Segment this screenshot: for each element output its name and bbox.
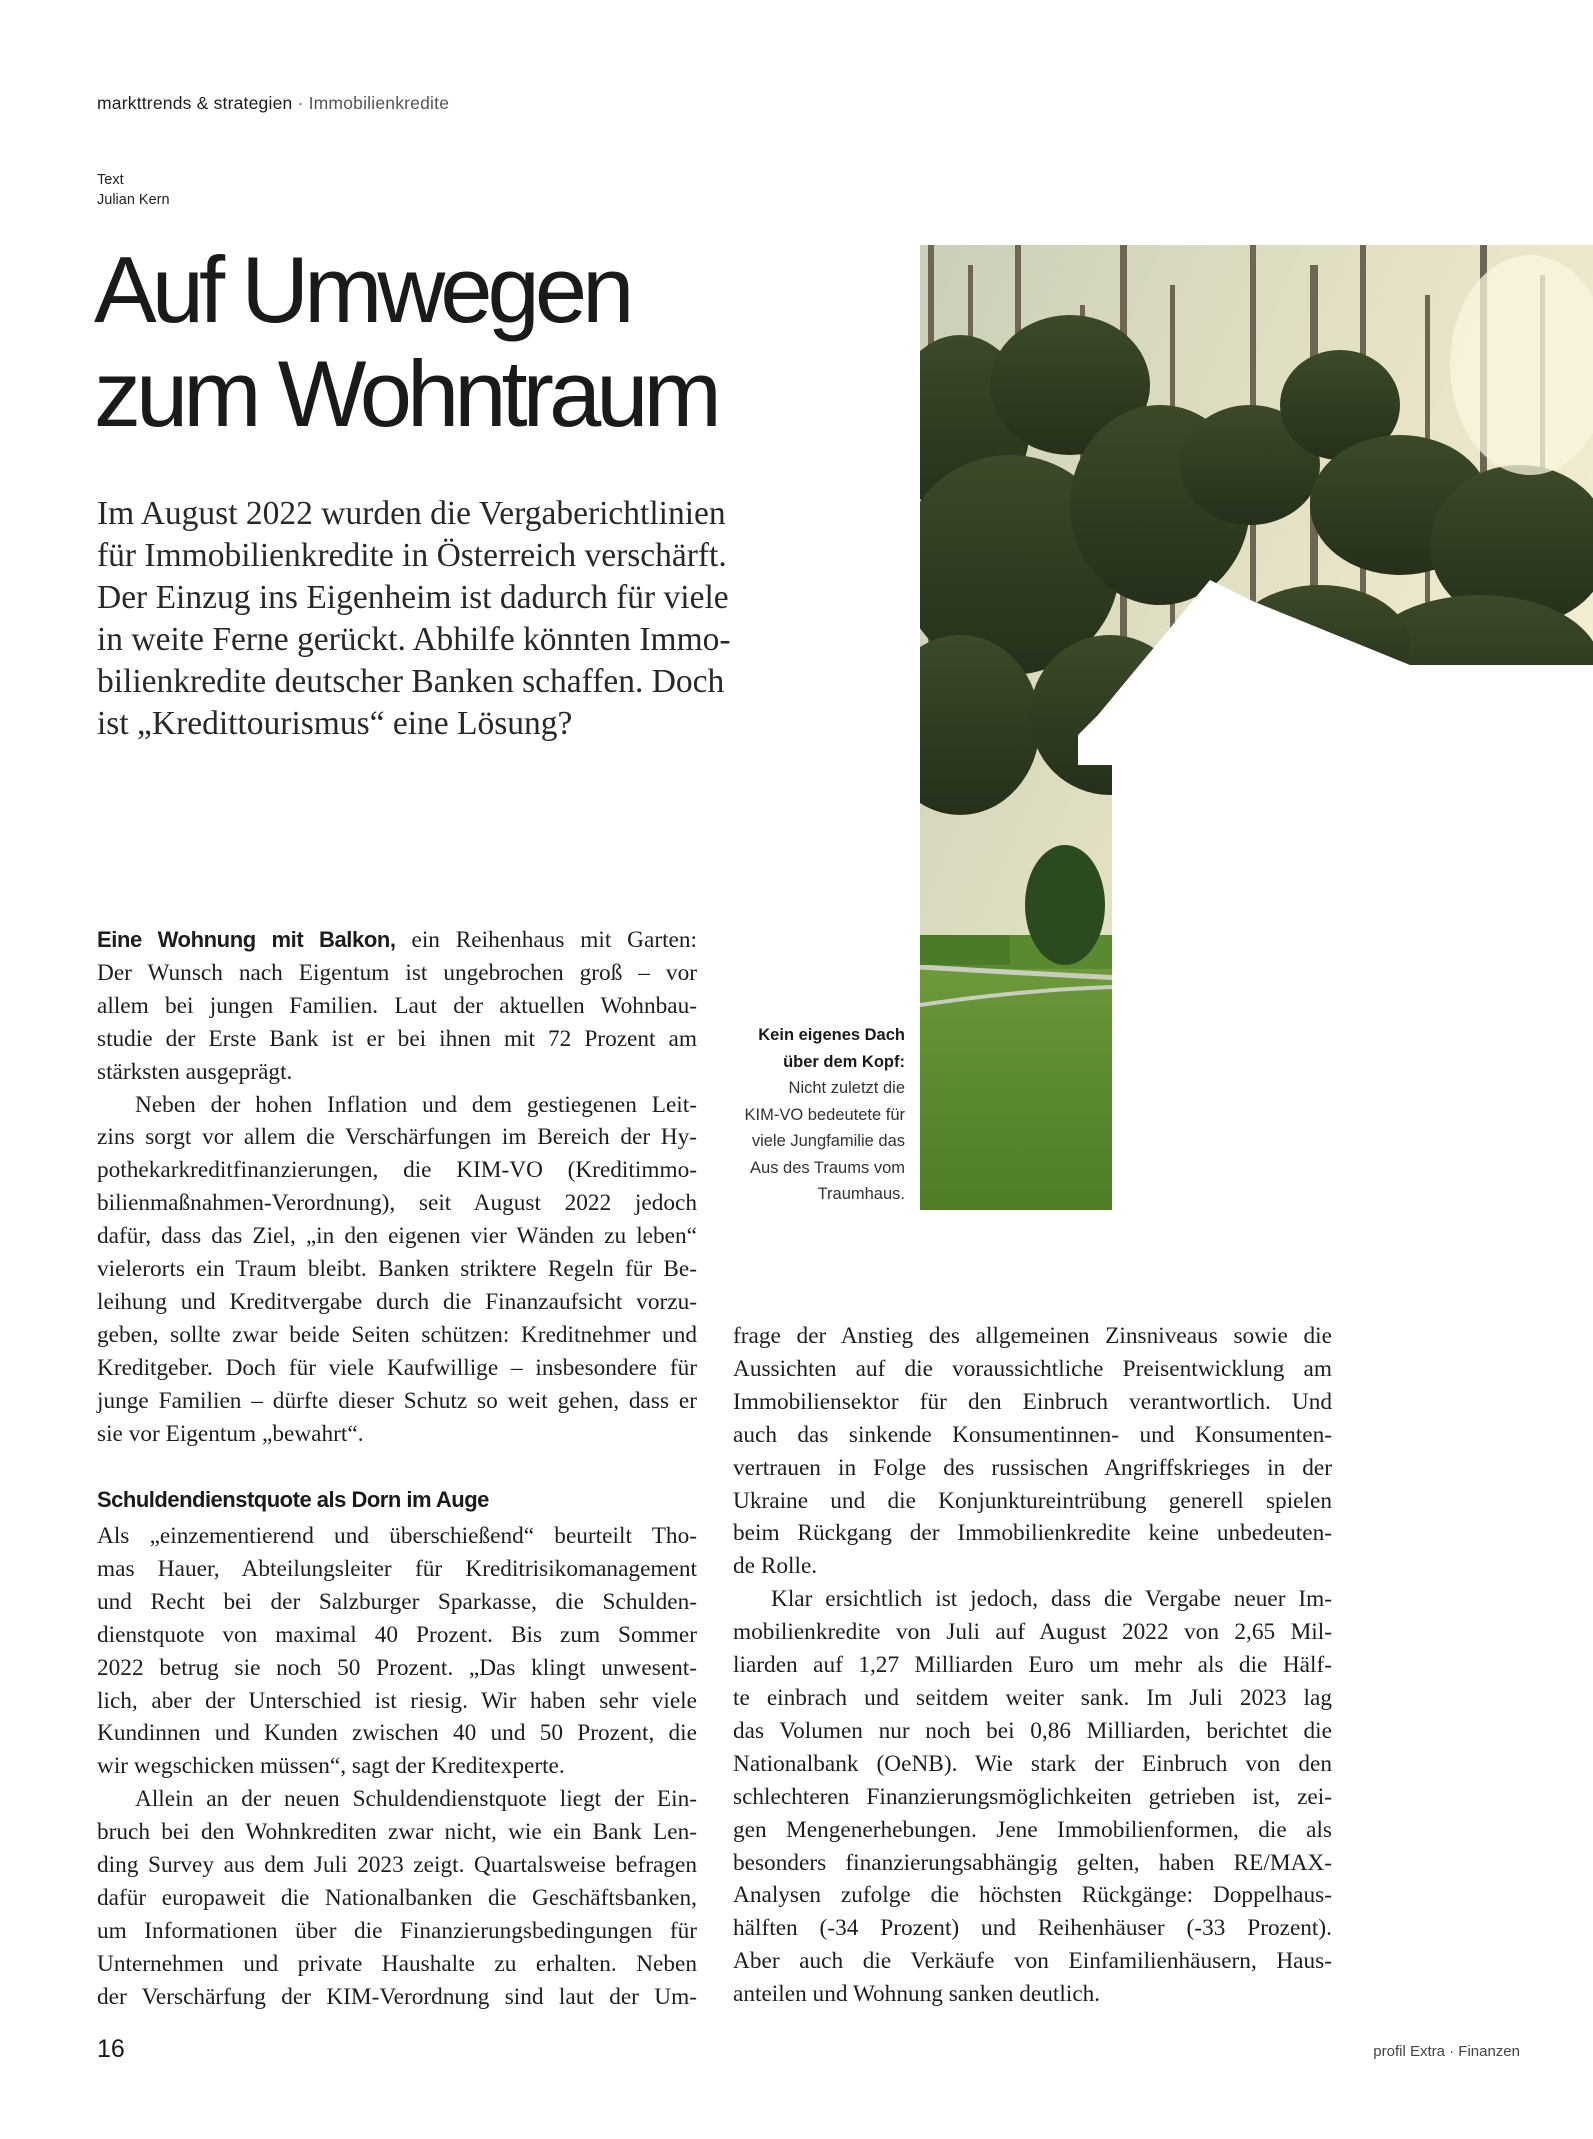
- body-column-2: [733, 1320, 1332, 2011]
- caption-line: Nicht zuletzt die: [788, 1079, 905, 1097]
- body-line: bilienmaßnahmen-Verordnung), seit August 2022 jedoch: [97, 1190, 697, 1217]
- body-line: [97, 924, 697, 957]
- body-line: bruch bei den Wohnkrediten zwar nicht, wie ein Bank Len-: [97, 1819, 697, 1846]
- body-line: geben, sollte zwar beide Seiten schützen: Kreditnehmer und: [97, 1321, 697, 1348]
- body-line: dafür europaweit die Nationalbanken die Geschäftsbanken,: [97, 1884, 697, 1911]
- caption-line: KIM-VO bedeutete für: [744, 1105, 905, 1124]
- body-line: dafür, dass das Ziel, „in den eigenen vier Wänden zu leben“: [97, 1223, 697, 1250]
- body-line: vielerorts ein Traum bleibt. Banken striktere Regeln für Be-: [97, 1256, 697, 1283]
- byline-label: Text: [97, 172, 124, 188]
- body-line: junge Familien – dürfte dieser Schutz so weit gehen, dass er: [97, 1387, 697, 1414]
- caption-line: viele Jungfamilie das: [751, 1132, 905, 1150]
- section-header: [97, 93, 449, 114]
- article-lead: [97, 493, 777, 745]
- body-line: Der Wunsch nach Eigentum ist ungebrochen groß – vor: [97, 959, 697, 986]
- body-line: mas Hauer, Abteilungsleiter für Kreditrisikomanagement: [97, 1555, 697, 1582]
- body-line: frage der Anstieg des allgemeinen Zinsniveaus sowie die: [733, 1323, 1332, 1349]
- body-line: hälften (-34 Prozent) und Reihenhäuser (-33 Prozent).: [733, 1915, 1332, 1942]
- caption-title: Kein eigenes Dach: [758, 1026, 905, 1044]
- lead-line: in weite Ferne gerückt. Abhilfe könnten Immo-: [97, 621, 731, 658]
- lead-in: Eine Wohnung mit Balkon,: [97, 927, 396, 952]
- body-line: stärksten ausgeprägt.: [97, 1058, 293, 1085]
- publication-footer: profil Extra · Finanzen: [1373, 2043, 1520, 2060]
- body-line: 2022 betrug sie noch 50 Prozent. „Das klingt unwesent-: [97, 1654, 697, 1681]
- page-number: 16: [97, 2035, 125, 2063]
- byline: [97, 170, 170, 210]
- title-line-1: Auf Umwegen: [94, 237, 630, 342]
- body-line: liarden auf 1,27 Milliarden Euro um mehr als die Hälf-: [733, 1652, 1332, 1679]
- body-line: Aussichten auf die voraussichtliche Preisentwicklung am: [733, 1355, 1332, 1382]
- body-line: Allein an der neuen Schuldendienstquote liegt der Ein-: [135, 1786, 697, 1813]
- section-subheading: Schuldendienstquote als Dorn im Auge: [97, 1487, 489, 1512]
- article-title: [94, 238, 717, 446]
- caption-line: Aus des Traums vom: [750, 1158, 905, 1177]
- section-name: markttrends & strategien: [97, 93, 293, 113]
- header-separator: ·: [297, 93, 304, 113]
- body-line: leihung und Kreditvergabe durch die Finanzaufsicht vorzu-: [97, 1288, 697, 1315]
- body-line: vertrauen in Folge des russischen Angriffskrieges in der: [733, 1454, 1332, 1481]
- body-line: schlechteren Finanzierungsmöglichkeiten getrieben ist, zei-: [733, 1783, 1332, 1810]
- body-line: mobilienkredite von Juli auf August 2022 von 2,65 Mil-: [733, 1619, 1332, 1646]
- body-line: Kundinnen und Kunden zwischen 40 und 50 Prozent, die: [97, 1720, 697, 1747]
- body-line: auch das sinkende Konsumentinnen- und Konsumenten-: [733, 1421, 1332, 1448]
- body-line: besonders finanzierungsabhängig gelten, haben RE/MAX-: [733, 1849, 1332, 1876]
- title-line-2: zum Wohntraum: [94, 341, 717, 446]
- body-line: Immobiliensektor für den Einbruch verantwortlich. Und: [733, 1388, 1332, 1415]
- body-line: Neben der hohen Inflation und dem gestiegenen Leit-: [135, 1091, 697, 1118]
- body-column-1-top: [97, 924, 697, 1451]
- body-line: Unternehmen und private Haushalte zu erhalten. Neben: [97, 1950, 697, 1977]
- body-line: Kreditgeber. Doch für viele Kaufwillige – insbesondere für: [97, 1354, 697, 1381]
- body-line: te einbrach und seitdem weiter sank. Im Juli 2023 lag: [733, 1684, 1332, 1711]
- body-line: Klar ersichtlich ist jedoch, dass die Vergabe neuer Im-: [771, 1586, 1332, 1613]
- body-line: ding Survey aus dem Juli 2023 zeigt. Quartalsweise befragen: [97, 1852, 697, 1879]
- body-line: allem bei jungen Familien. Laut der aktuellen Wohnbau-: [97, 992, 697, 1019]
- body-line: das Volumen nur noch bei 0,86 Milliarden, berichtet die: [733, 1717, 1332, 1744]
- body-line: und Recht bei der Salzburger Sparkasse, die Schulden-: [97, 1588, 697, 1615]
- subsection-name: Immobilienkredite: [308, 93, 450, 113]
- body-line: zins sorgt vor allem die Verschärfungen im Bereich der Hy-: [97, 1124, 697, 1151]
- body-line: Ukraine und die Konjunktureintrübung generell spielen: [733, 1487, 1332, 1514]
- lead-line: Im August 2022 wurden die Vergaberichtlinien: [97, 495, 726, 532]
- body-line: sie vor Eigentum „bewahrt“.: [97, 1420, 364, 1447]
- body-line: Nationalbank (OeNB). Wie stark der Einbruch von den: [733, 1750, 1332, 1777]
- caption-title: über dem Kopf:: [783, 1052, 905, 1071]
- body-line: lich, aber der Unterschied ist riesig. Wir haben sehr viele: [97, 1687, 697, 1714]
- body-column-1-bottom: [97, 1520, 697, 2014]
- body-line: Aber auch die Verkäufe von Einfamilienhäusern, Haus-: [733, 1948, 1332, 1975]
- photo-caption: [690, 1022, 905, 1208]
- body-line: gen Mengenerhebungen. Jene Immobilienformen, die als: [733, 1816, 1332, 1843]
- body-line: Als „einzementierend und überschießend“ beurteilt Tho-: [97, 1523, 697, 1549]
- lead-line: bilienkredite deutscher Banken schaffen. Doch: [97, 663, 725, 700]
- body-line: dienstquote von maximal 40 Prozent. Bis zum Sommer: [97, 1621, 697, 1648]
- body-line: um Informationen über die Finanzierungsbedingungen für: [97, 1917, 697, 1944]
- lead-line: Der Einzug ins Eigenheim ist dadurch für viele: [97, 579, 729, 616]
- caption-line: Traumhaus.: [817, 1185, 905, 1203]
- byline-author: Julian Kern: [97, 192, 170, 208]
- lead-line: ist „Kredittourismus“ eine Lösung?: [97, 705, 573, 742]
- lead-line: für Immobilienkredite in Österreich verschärft.: [97, 537, 727, 574]
- body-line: studie der Erste Bank ist er bei ihnen mit 72 Prozent am: [97, 1025, 697, 1052]
- body-line: pothekarkreditfinanzierungen, die KIM-VO (Kreditimmo-: [97, 1157, 697, 1184]
- body-text: ein Reihenhaus mit Garten:: [395, 927, 698, 953]
- body-line: anteilen und Wohnung sanken deutlich.: [733, 1981, 1101, 2008]
- body-line: der Verschärfung der KIM-Verordnung sind laut der Um-: [97, 1983, 697, 2010]
- body-line: Analysen zufolge die höchsten Rückgänge: Doppelhaus-: [733, 1882, 1332, 1909]
- house-photo: [920, 245, 1593, 1210]
- body-line: de Rolle.: [733, 1553, 818, 1580]
- body-line: beim Rückgang der Immobilienkredite keine unbedeuten-: [733, 1520, 1332, 1547]
- body-line: wir wegschicken müssen“, sagt der Kreditexperte.: [97, 1753, 565, 1780]
